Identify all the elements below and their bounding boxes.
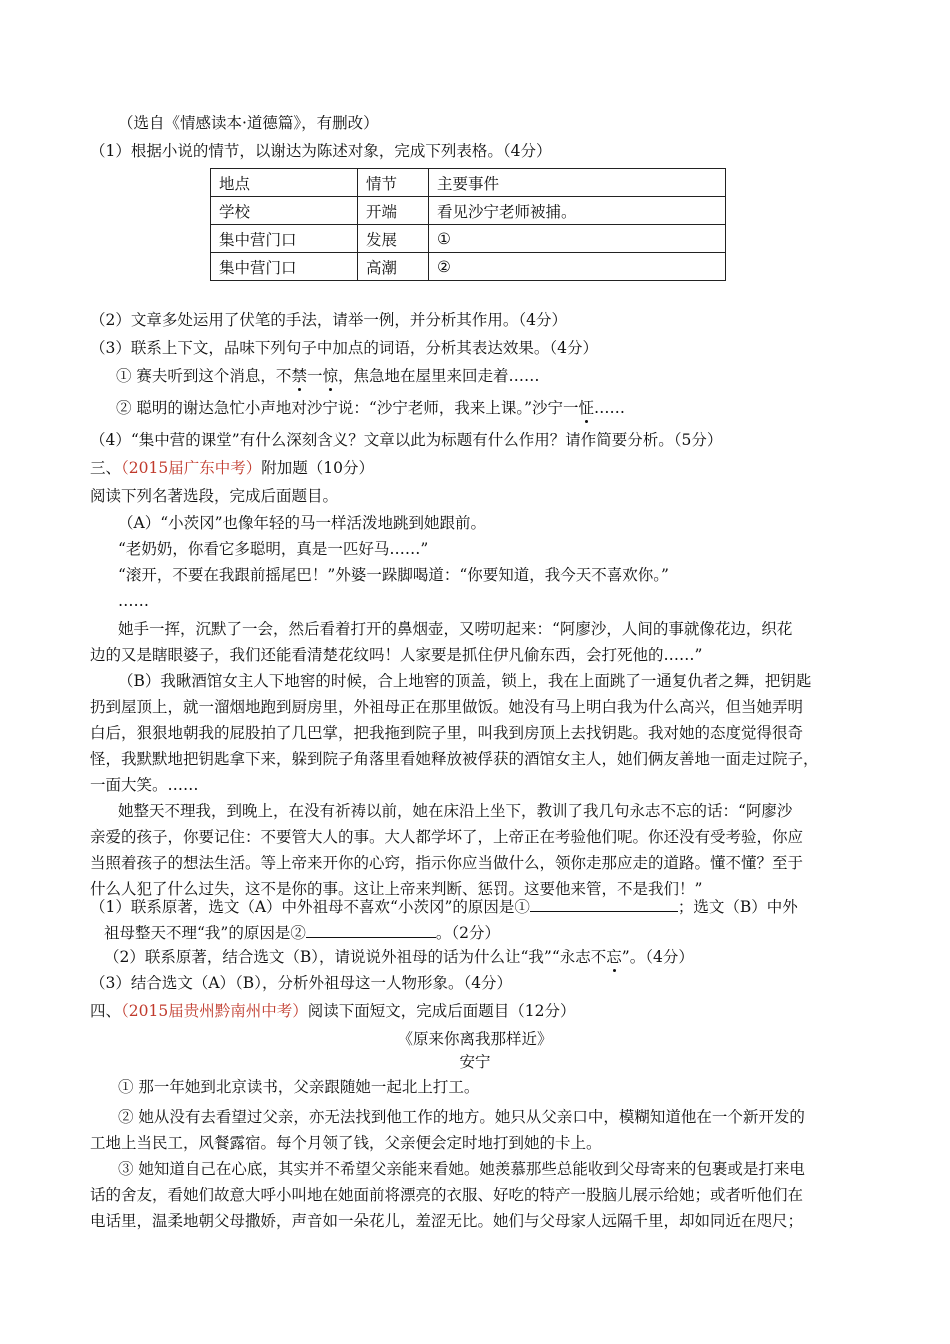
table-cell: 发展 <box>358 225 429 253</box>
sentence-1: ① 赛夫听到这个消息，不禁一惊，焦急地在屋里来回走着…… <box>116 367 540 385</box>
source-note: （选自《情感读本·道德篇》，有删改） <box>118 114 379 132</box>
sub-question-2: （2）联系原著，结合选文（B），请说说外祖母的话为什么让“我”“永志不忘”。（4分） <box>104 948 694 966</box>
article-paragraph: 工地上当民工，风餐露宿。每个月领了钱，父亲便会定时地打到她的卡上。 <box>90 1134 602 1152</box>
sentence-2: ② 聪明的谢达急忙小声地对沙宁说：“沙宁老师，我来上课。”沙宁一怔…… <box>116 399 626 417</box>
article-paragraph: ② 她从没有去看望过父亲，亦无法找到他工作的地方。她只从父亲口中，模糊知道他在一个新开发的 <box>118 1108 805 1126</box>
dotted-word: 忘 <box>606 948 622 966</box>
table-cell: 开端 <box>358 197 429 225</box>
passage-line: 她整天不理我，到晚上，在没有祈祷以前，她在床沿上坐下，教训了我几句永志不忘的话：“阿廖沙 <box>118 802 793 820</box>
passage-line: 当照着孩子的想法生活。等上帝来开你的心窍，指示你应当做什么，领你走那应走的道路。懂不懂？至于 <box>90 854 804 872</box>
question-2: （2）文章多处运用了伏笔的手法，请举一例，并分析其作用。（4分） <box>90 311 567 329</box>
passage-line: 亲爱的孩子，你要记住：不要管大人的事。大人都学坏了，上帝正在考验他们呢。你还没有受考验，你应 <box>90 828 804 846</box>
table-cell: ② <box>429 253 726 281</box>
passage-line: 怪，我默默地把钥匙拿下来，躲到院子角落里看她释放被俘获的酒馆女主人，她们俩友善地一面走过院子， <box>90 750 819 768</box>
table-cell: 集中营门口 <box>211 225 358 253</box>
answer-blank[interactable] <box>306 921 436 938</box>
table-cell: ① <box>429 225 726 253</box>
article-paragraph: ① 那一年她到北京读书，父亲跟随她一起北上打工。 <box>118 1078 480 1096</box>
table-header-row <box>211 169 726 197</box>
article-title: 《原来你离我那样近》 <box>397 1030 553 1048</box>
passage-line: （B）我瞅酒馆女主人下地窖的时候，合上地窖的顶盖，锁上，我在上面跳了一通复仇者之舞，把钥匙 <box>118 672 812 690</box>
sub-question-1-cont: 祖母整天不理“我”的原因是② 。（2分） <box>104 921 500 943</box>
sub-question-3: （3）结合选文（A）（B），分析外祖母这一人物形象。（4分） <box>90 974 513 992</box>
plot-table <box>210 168 726 281</box>
table-cell: 高潮 <box>358 253 429 281</box>
passage-line: “老奶奶，你看它多聪明，真是一匹好马……” <box>118 540 429 558</box>
passage-line: （A）“小茨冈”也像年轻的马一样活泼地跳到她跟前。 <box>118 514 487 532</box>
passage-line: 一面大笑。…… <box>90 776 199 794</box>
passage-line: 她手一挥，沉默了一会，然后看着打开的鼻烟壶，又唠叨起来：“阿廖沙，人间的事就像花边，织花 <box>118 620 793 638</box>
article-paragraph: 话的舍友，看她们故意大呼小叫地在她面前将漂亮的衣服、好吃的特产一股脑儿展示给她；或者听他们在 <box>90 1186 804 1204</box>
dotted-word: 惊 <box>322 367 338 385</box>
table-row <box>211 225 726 253</box>
section-3-heading: 三、（2015届广东中考）附加题（10分） <box>90 459 374 477</box>
table-row <box>211 253 726 281</box>
section-3-source: （2015届广东中考） <box>121 459 262 477</box>
article-author: 安宁 <box>459 1053 491 1071</box>
article-paragraph: 电话里，温柔地朝父母撒娇，声音如一朵花儿，羞涩无比。她们与父母家人远隔千里，却如同近在咫尺； <box>90 1212 804 1230</box>
article-paragraph: ③ 她知道自己在心底，其实并不希望父亲能来看她。她羡慕那些总能收到父母寄来的包裹或是打来电 <box>118 1160 805 1178</box>
passage-line: 边的又是瞎眼婆子，我们还能看清楚花纹吗！人家要是抓住伊凡偷东西，会打死他的……” <box>90 646 703 664</box>
sub-question-1: （1）联系原著，选文（A）中外祖母不喜欢“小茨冈”的原因是① ；选文（B）中外 <box>90 895 798 917</box>
table-cell: 集中营门口 <box>211 253 358 281</box>
question-1: （1）根据小说的情节，以谢达为陈述对象，完成下列表格。（4分） <box>90 142 552 160</box>
dotted-word: 怔 <box>578 399 595 417</box>
section-4-heading: 四、（2015届贵州黔南州中考）阅读下面短文，完成后面题目（12分） <box>90 1002 576 1020</box>
passage-line: 白后，狠狠地朝我的屁股拍了几巴掌，把我拖到院子里，叫我到房顶上去找钥匙。我对她的态度觉得很奇 <box>90 724 804 742</box>
question-3: （3）联系上下文，品味下列句子中加点的词语，分析其表达效果。（4分） <box>90 339 598 357</box>
passage-line: 什么人犯了什么过失，这不是你的事。这让上帝来判断、惩罚。这要他来管，不是我们！” <box>90 880 703 898</box>
table-cell: 看见沙宁老师被捕。 <box>429 197 726 225</box>
passage-line: 扔到屋顶上，就一溜烟地跑到厨房里，外祖母正在那里做饭。她没有马上明白我为什么高兴，但当她弄明 <box>90 698 804 716</box>
passage-line: …… <box>118 592 149 610</box>
table-cell: 主要事件 <box>429 169 726 197</box>
dotted-word: 禁 <box>291 367 307 385</box>
table-row <box>211 197 726 225</box>
answer-blank[interactable] <box>530 895 678 912</box>
question-4: （4）“集中营的课堂”有什么深刻含义？文章以此为标题有什么作用？请作简要分析。（5分） <box>90 431 723 449</box>
table-cell: 情节 <box>358 169 429 197</box>
table-cell: 学校 <box>211 197 358 225</box>
section-4-source: （2015届贵州黔南州中考） <box>121 1002 308 1020</box>
table-cell: 地点 <box>211 169 358 197</box>
section-3-intro: 阅读下列名著选段，完成后面题目。 <box>90 487 339 505</box>
passage-line: “滚开，不要在我跟前摇尾巴！”外婆一跺脚喝道：“你要知道，我今天不喜欢你。” <box>118 566 669 584</box>
